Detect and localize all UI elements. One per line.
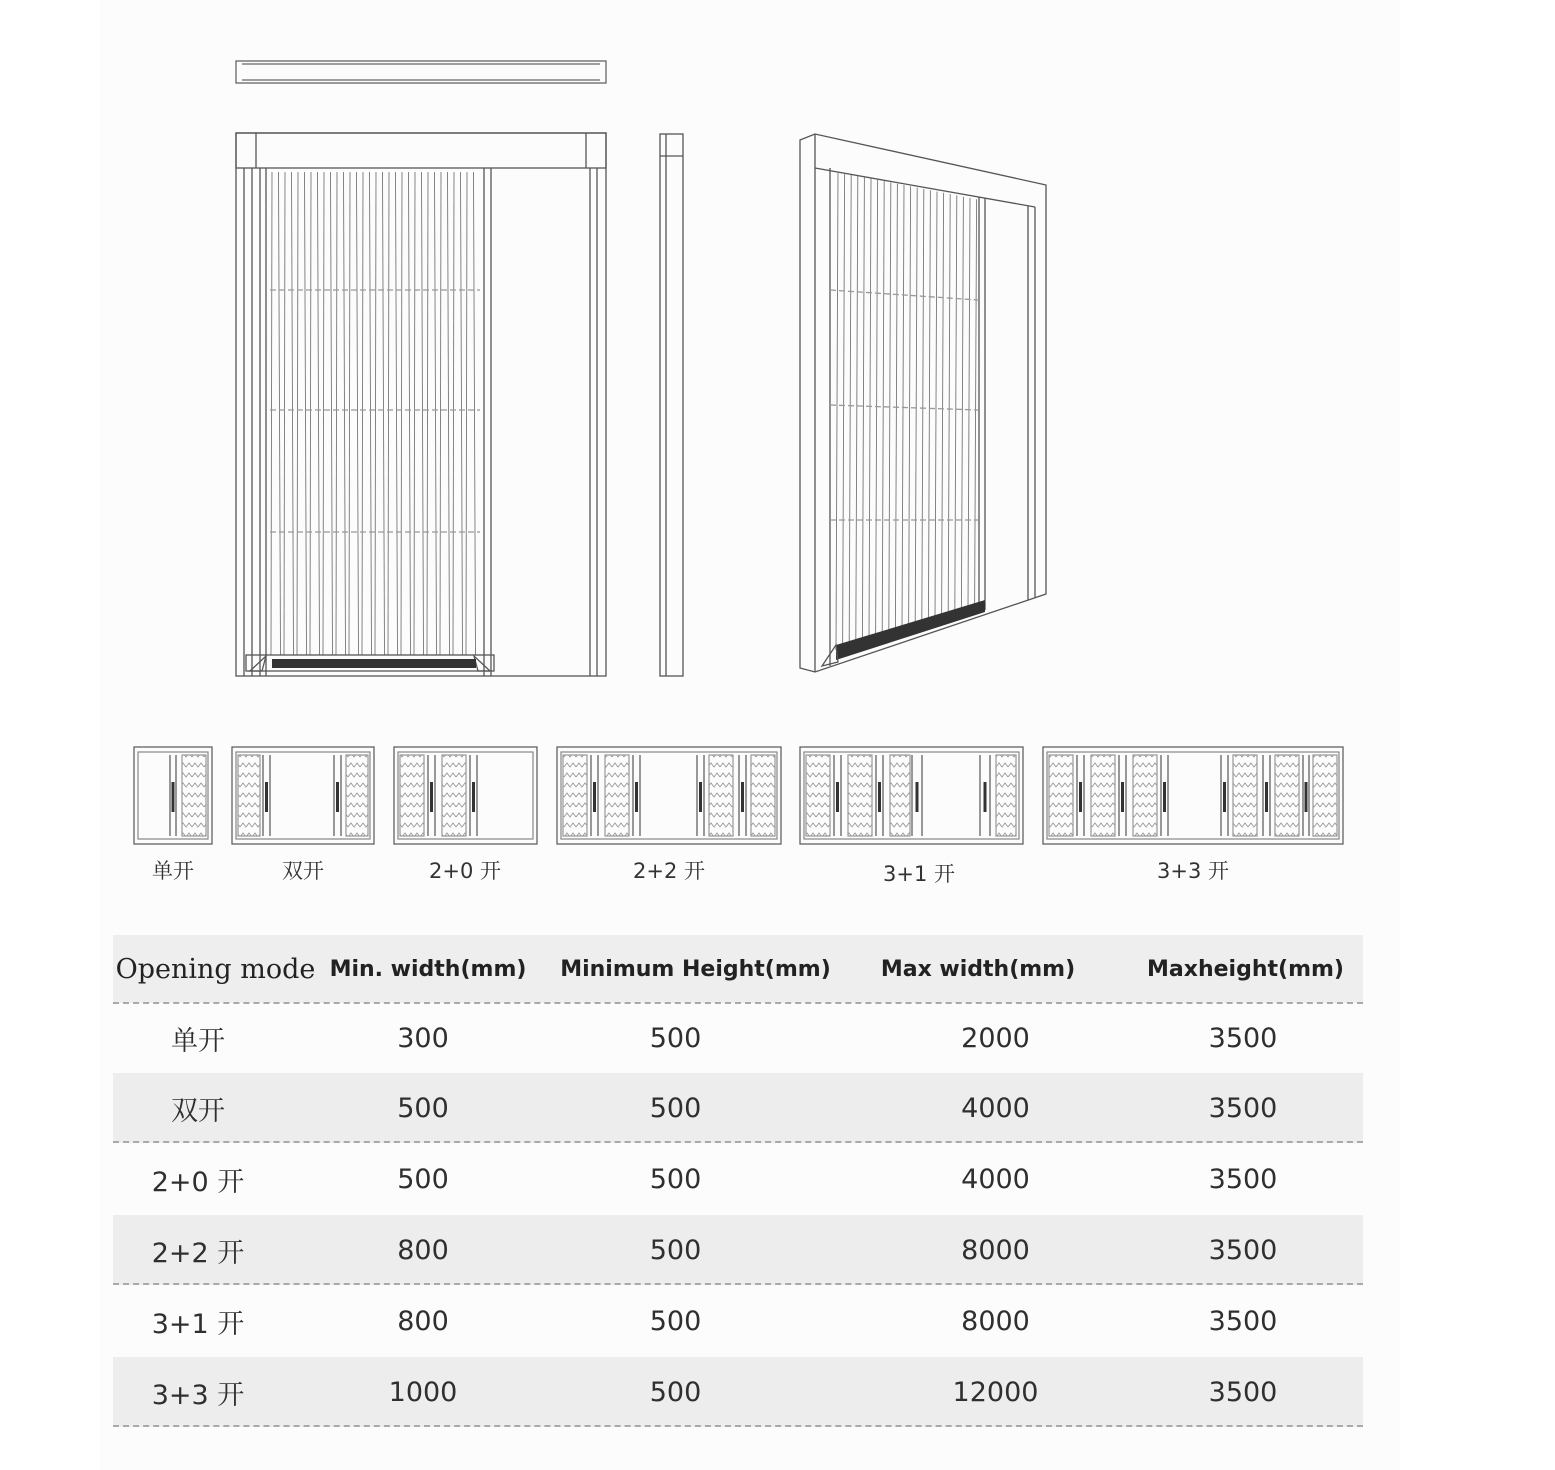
header-min-height: Minimum Height(mm)	[560, 956, 831, 982]
table-cell: 500	[649, 1234, 702, 1266]
table-cell: 3500	[1208, 1163, 1278, 1195]
table-cell: 3500	[1208, 1092, 1278, 1124]
mode-label-1: 双开	[282, 859, 324, 883]
table-cell: 单开	[171, 1025, 225, 1057]
three-plus-three-diagram	[1043, 747, 1343, 844]
table-row	[113, 1003, 1363, 1073]
table-cell: 500	[649, 1092, 702, 1124]
table-cell: 2000	[961, 1022, 1030, 1054]
double-opening-diagram	[232, 747, 374, 844]
table-cell: 8000	[961, 1234, 1030, 1266]
two-plus-zero-diagram	[394, 747, 537, 844]
table-cell: 3+1 开	[151, 1308, 245, 1340]
spec-table	[113, 935, 1363, 1427]
table-row	[113, 1357, 1363, 1427]
table-cell: 1000	[388, 1376, 458, 1408]
two-plus-two-diagram	[557, 747, 781, 844]
header-min-width: Min. width(mm)	[329, 956, 527, 982]
table-cell: 800	[397, 1234, 449, 1266]
single-opening-diagram	[134, 747, 212, 844]
table-cell: 500	[649, 1163, 702, 1195]
table-cell: 4000	[961, 1092, 1030, 1124]
mode-label-0: 单开	[152, 859, 194, 883]
header-max-height: Maxheight(mm)	[1147, 956, 1344, 982]
mode-label-4: 3+1 开	[883, 862, 955, 886]
table-cell: 2+0 开	[151, 1166, 245, 1198]
mode-label-3: 2+2 开	[633, 859, 705, 883]
table-cell: 500	[397, 1163, 449, 1195]
table-cell: 双开	[171, 1095, 225, 1127]
table-cell: 800	[397, 1305, 449, 1337]
mode-label-5: 3+3 开	[1157, 859, 1229, 883]
table-cell: 500	[649, 1376, 702, 1408]
table-row	[113, 1285, 1363, 1357]
table-cell: 8000	[961, 1305, 1030, 1337]
table-row	[113, 1073, 1363, 1143]
three-plus-one-diagram	[800, 747, 1023, 844]
table-cell: 3500	[1208, 1022, 1278, 1054]
table-row	[113, 1143, 1363, 1215]
table-cell: 4000	[961, 1163, 1030, 1195]
header-max-width: Max width(mm)	[880, 956, 1076, 982]
table-cell: 500	[649, 1022, 702, 1054]
table-body	[113, 1003, 1363, 1427]
table-cell: 3500	[1208, 1234, 1278, 1266]
table-cell: 500	[397, 1092, 449, 1124]
header-opening-mode: Opening mode	[115, 953, 316, 985]
table-cell: 2+2 开	[151, 1237, 245, 1269]
table-cell: 3500	[1208, 1376, 1278, 1408]
table-row	[113, 1215, 1363, 1285]
table-header	[113, 935, 1363, 1003]
table-cell: 300	[397, 1022, 449, 1054]
mode-label-2: 2+0 开	[429, 859, 501, 883]
table-cell: 3+3 开	[151, 1379, 245, 1411]
table-cell: 500	[649, 1305, 702, 1337]
table-cell: 12000	[952, 1376, 1039, 1408]
table-cell: 3500	[1208, 1305, 1278, 1337]
